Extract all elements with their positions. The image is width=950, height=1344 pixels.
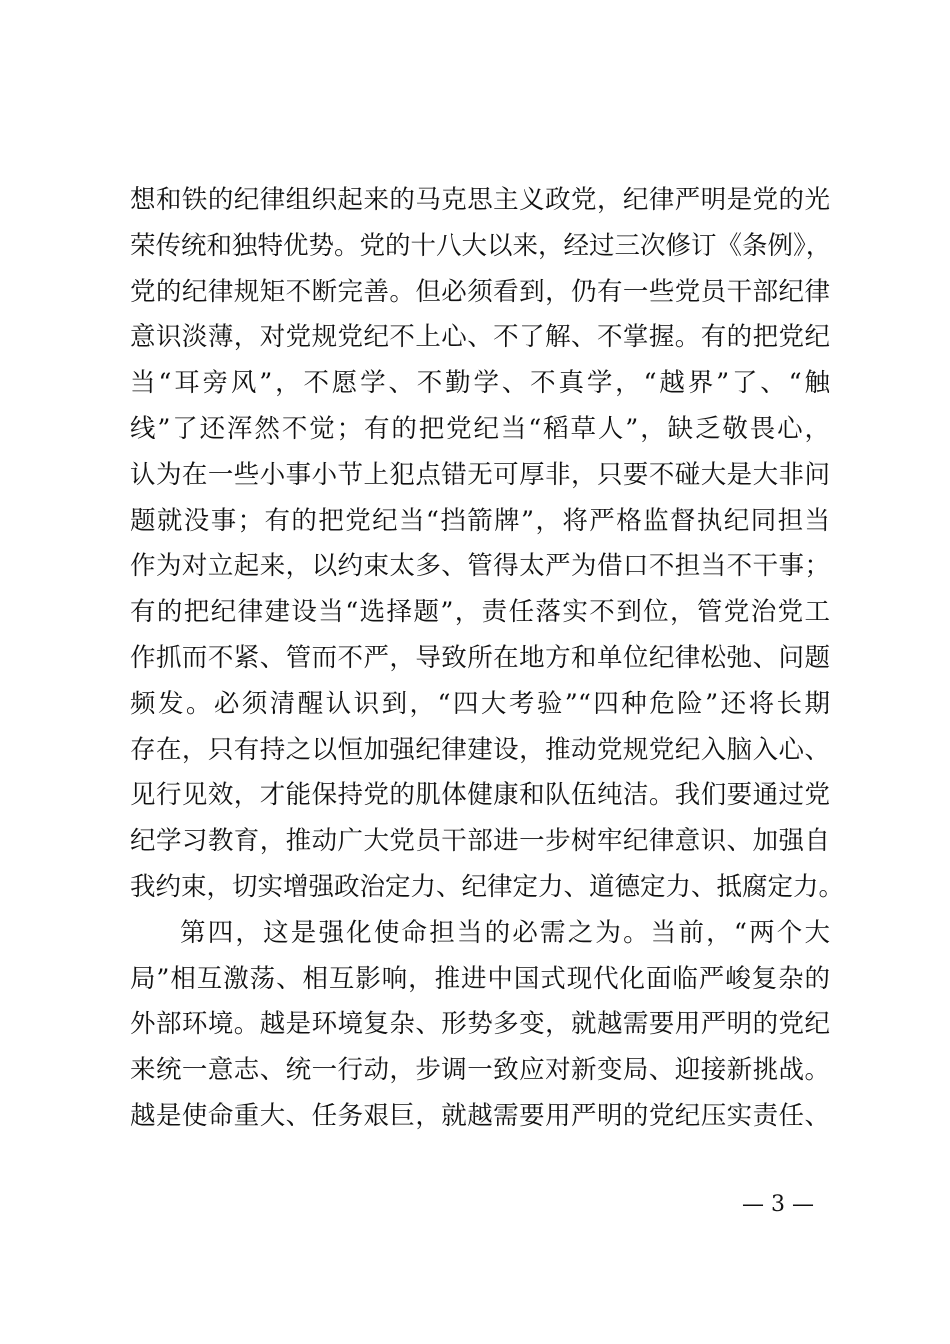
text-line: 题就没事；有的把党纪当“挡箭牌”，将严格监督执纪同担当 [130,505,830,536]
paragraph-first-line: 第四，这是强化使命担当的必需之为。当前，“两个大 [180,917,830,948]
text-line: 党的纪律规矩不断完善。但必须看到，仍有一些党员干部纪律 [130,276,830,307]
text-line: 认为在一些小事小节上犯点错无可厚非，只要不碰大是大非问 [130,459,830,490]
paragraph-end-line: 我约束，切实增强政治定力、纪律定力、道德定力、抵腐定力。 [130,871,845,902]
text-line: 想和铁的纪律组织起来的马克思主义政党，纪律严明是党的光 [130,185,830,215]
text-line: 存在，只有持之以恒加强纪律建设，推动党规党纪入脑入心、 [130,734,830,765]
text-line: 有的把纪律建设当“选择题”，责任落实不到位，管党治党工 [130,597,830,628]
text-line: 频发。必须清醒认识到，“四大考验”“四种危险”还将长期 [130,688,830,719]
text-line: 作为对立起来，以约束太多、管得太严为借口不担当不干事； [130,551,830,582]
text-line: 当“耳旁风”，不愿学、不勤学、不真学，“越界”了、“触 [130,368,830,399]
text-line: 纪学习教育，推动广大党员干部进一步树牢纪律意识、加强自 [130,826,830,857]
text-line: 越是使命重大、任务艰巨，就越需要用严明的党纪压实责任、 [130,1100,830,1131]
text-line: 线”了还浑然不觉；有的把党纪当“稻草人”，缺乏敬畏心， [130,413,830,444]
text-line: 外部环境。越是环境复杂、形势多变，就越需要用严明的党纪 [130,1009,830,1040]
body-text [130,178,845,1140]
text-line: 荣传统和独特优势。党的十八大以来，经过三次修订《条例》， [130,230,832,261]
text-line: 见行见效，才能保持党的肌体健康和队伍纯洁。我们要通过党 [130,780,830,811]
page-number: — 3 — [742,1192,814,1217]
text-line: 意识淡薄，对党规党纪不上心、不了解、不掌握。有的把党纪 [130,322,830,353]
text-line: 来统一意志、统一行动，步调一致应对新变局、迎接新挑战。 [130,1055,830,1086]
text-line: 局”相互激荡、相互影响，推进中国式现代化面临严峻复杂的 [130,963,830,994]
text-line: 作抓而不紧、管而不严，导致所在地方和单位纪律松弛、问题 [130,642,830,673]
